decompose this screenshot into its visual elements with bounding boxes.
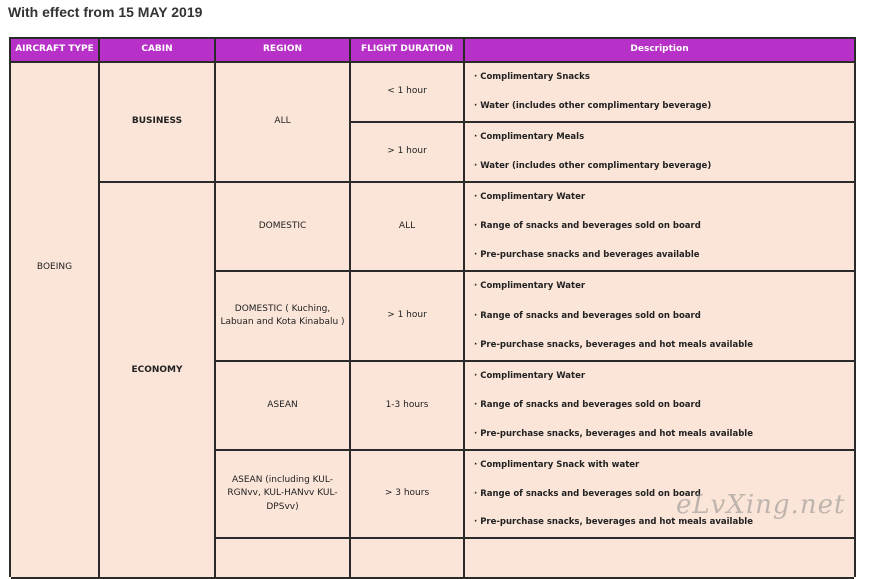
description-item: · Water (includes other complimentary beverage) (474, 160, 854, 173)
description-cell (465, 123, 854, 183)
duration-cell: ALL (351, 183, 465, 272)
region-cell: DOMESTIC (216, 183, 351, 272)
duration-cell-partial (351, 539, 465, 579)
header-flight-duration: FLIGHT DURATION (351, 39, 465, 63)
description-item: · Pre-purchase snacks and beverages available (474, 249, 854, 262)
duration-cell: > 1 hour (351, 123, 465, 183)
description-cell (465, 183, 854, 272)
duration-cell: > 1 hour (351, 272, 465, 362)
description-item: · Pre-purchase snacks, beverages and hot meals available (474, 428, 854, 441)
description-item: · Complimentary Water (474, 191, 854, 204)
description-cell-partial (465, 539, 854, 579)
description-item: · Range of snacks and beverages sold on board (474, 488, 854, 501)
cabin-business: BUSINESS (100, 63, 216, 183)
cabin-economy: ECONOMY (100, 183, 216, 579)
description-item: · Complimentary Meals (474, 131, 854, 144)
description-item: · Pre-purchase snacks, beverages and hot meals available (474, 339, 854, 352)
description-item: · Complimentary Water (474, 280, 854, 293)
watermark-text: eLvXing.net (676, 490, 846, 520)
description-item: · Range of snacks and beverages sold on board (474, 310, 854, 323)
region-cell: ALL (216, 63, 351, 183)
description-cell (465, 272, 854, 362)
description-item: · Complimentary Snacks (474, 71, 854, 84)
region-cell-partial (216, 539, 351, 579)
aircraft-type-cell: BOEING (11, 63, 100, 579)
header-description: Description (465, 39, 854, 63)
header-aircraft-type: AIRCRAFT TYPE (11, 39, 100, 63)
description-cell (465, 63, 854, 123)
header-cabin: CABIN (100, 39, 216, 63)
description-item: · Range of snacks and beverages sold on board (474, 399, 854, 412)
page-heading: With effect from 15 MAY 2019 (8, 4, 203, 20)
header-region: REGION (216, 39, 351, 63)
description-item: · Complimentary Snack with water (474, 459, 854, 472)
description-item: · Pre-purchase snacks, beverages and hot meals available (474, 516, 854, 529)
description-item: · Complimentary Water (474, 370, 854, 383)
duration-cell: 1-3 hours (351, 362, 465, 451)
duration-cell: > 3 hours (351, 451, 465, 539)
description-item: · Water (includes other complimentary beverage) (474, 100, 854, 113)
description-item: · Range of snacks and beverages sold on board (474, 220, 854, 233)
duration-cell: < 1 hour (351, 63, 465, 123)
region-cell: ASEAN (216, 362, 351, 451)
region-cell: DOMESTIC ( Kuching, Labuan and Kota Kinabalu ) (216, 272, 351, 362)
description-cell (465, 362, 854, 451)
region-cell: ASEAN (including KUL-RGNvv, KUL-HANvv KUL-DPSvv) (216, 451, 351, 539)
